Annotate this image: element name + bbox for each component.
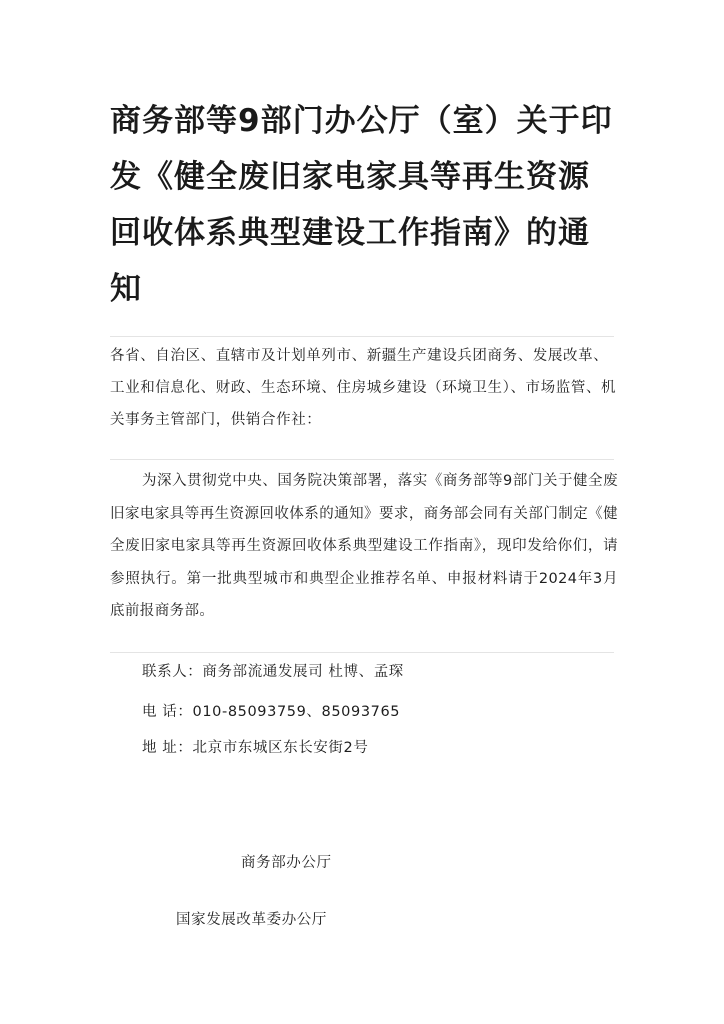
divider bbox=[110, 336, 614, 337]
document-title: 商务部等9部门办公厅（室）关于印发《健全废旧家电家具等再生资源回收体系典型建设工作指南》的通知 bbox=[110, 103, 613, 307]
contact-address: 地 址：北京市东城区东长安街2号 bbox=[142, 740, 369, 756]
contact-phone: 电 话：010-85093759、85093765 bbox=[142, 704, 401, 720]
divider bbox=[110, 652, 614, 653]
signature-mofcom-office: 商务部办公厅 bbox=[241, 855, 332, 871]
contact-person: 联系人：商务部流通发展司 杜博、孟琛 bbox=[142, 664, 404, 680]
divider bbox=[110, 459, 614, 460]
signature-ndrc-office: 国家发展改革委办公厅 bbox=[176, 912, 327, 928]
body-paragraph: 为深入贯彻党中央、国务院决策部署，落实《商务部等9部门关于健全废旧家电家具等再生资源回收体系的通知》要求，商务部会同有关部门制定《健全废旧家电家具等再生资源回收体系典型建设工作指南》，现印发给你们，请参照执行。第一批典型城市和典型企业推荐名单、申报材料请于2024年3月底前报商务部。 bbox=[110, 473, 618, 619]
addressee-paragraph: 各省、自治区、直辖市及计划单列市、新疆生产建设兵团商务、发展改革、工业和信息化、财政、生态环境、住房城乡建设（环境卫生）、市场监管、机关事务主管部门，供销合作社： bbox=[110, 348, 617, 428]
